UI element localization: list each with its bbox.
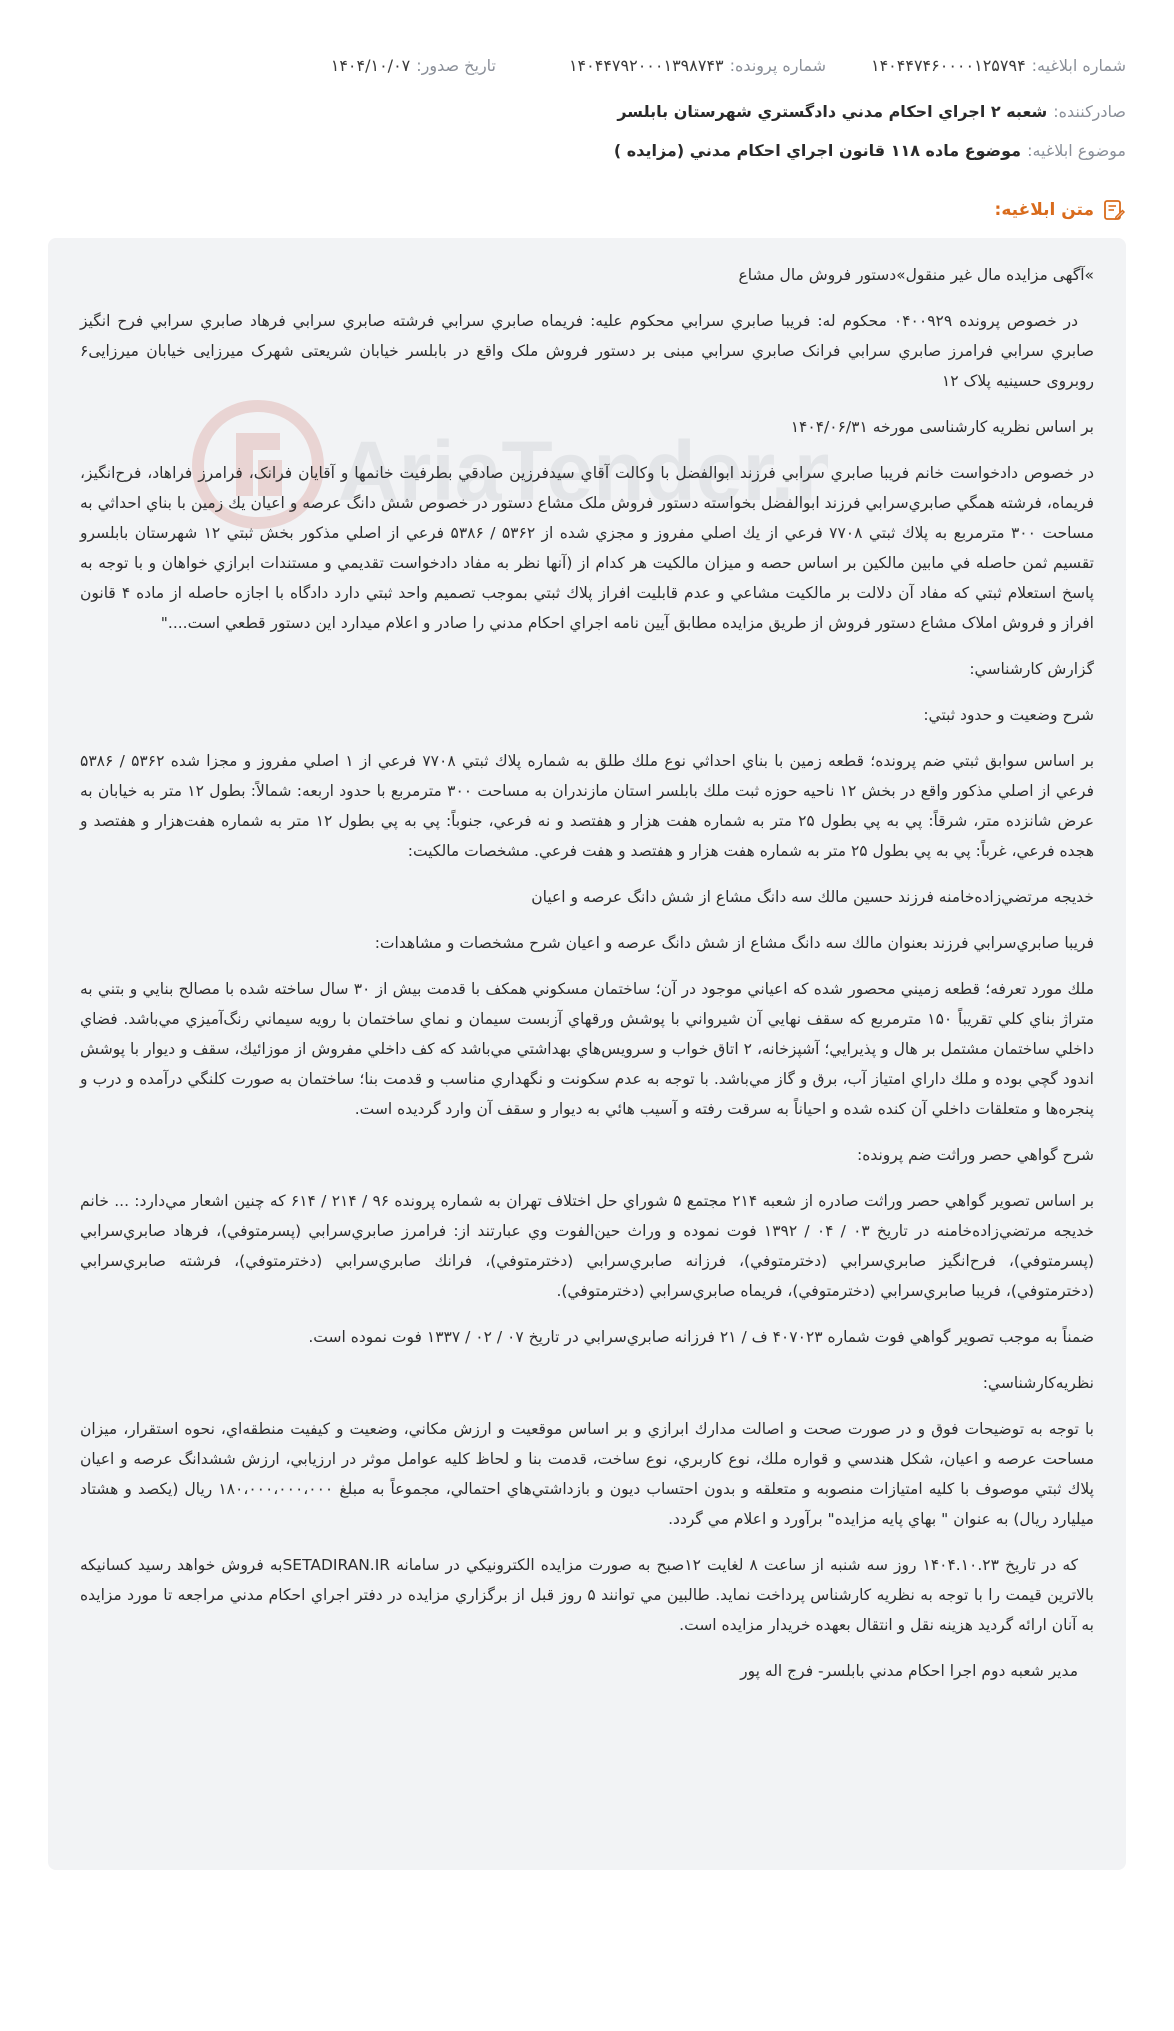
issue-date: ۱۴۰۴/۱۰/۰۷ (330, 56, 411, 75)
paragraph-owner-1: خديجه مرتضي‌زاده‌خامنه فرزند حسين مالك سه دانگ مشاع از شش دانگ عرصه و اعيان (531, 888, 1094, 906)
subject-label: موضوع ابلاغيه: (1027, 141, 1126, 160)
notice-number-group (826, 55, 1126, 77)
paragraph-expert-report-heading: گزارش کارشناسي: (969, 660, 1094, 678)
paragraph-expert-opinion: با توجه به توضيحات فوق و در صورت صحت و اصالت مدارك ابرازي و بر اساس موقعيت و ارزش مكاني، وضعيت و كيفيت منطقه‌اي، نحوه استقرار، ميزان مساحت عرصه و اعيان، شكل هندسي و قواره ملك، نوع كاربري، نوع ساخت، قدمت بنا و لحاظ كليه عوامل موثر در ارزيابي، ارزش ششدانگ عرصه و اعيان پلاك ثبتي موصوف با كليه امتيازات منصوبه و متعلقه و بدون احتساب ديون و بازداشتي‌هاي احتمالي، مجموعاً به مبلغ ۱۸۰،۰۰۰،۰۰۰،۰۰۰ ريال (يكصد و هشتاد ميليارد ريال) به عنوان " بهاي پايه مزايده" برآورد و اعلام مي گردد. (80, 1420, 1094, 1528)
notice-number-label: شماره ابلاغيه: (1031, 56, 1126, 75)
subject: موضوع ماده ۱۱۸ قانون اجراي احکام مدني (مزايده ) (613, 141, 1022, 160)
subject-row (48, 140, 1126, 162)
paragraph-property-description: ملك مورد تعرفه؛ قطعه زميني محصور شده كه اعياني موجود در آن؛ ساختمان مسكوني همكف با قدمت بيش از ۳۰ سال ساخته شده با مصالح بنايي و بتني به متراژ بناي كلي تقريباً ۱۵۰ مترمربع كه سقف نهايي آن شيرواني با پوشش ورقهاي آزبست سيمان و نماي ساختمان با رويه سيماني رنگ‌آميزي مي‌باشد. فضاي داخلي ساختمان مشتمل بر هال و پذيرايي؛ آشپزخانه، ۲ اتاق خواب و سرويس‌هاي بهداشتي مي‌باشد كه كف داخلي مفروش از موزائيك، سقف و ديوار با پوشش اندود گچي بوده و ملك داراي امتياز آب، برق و گاز مي‌باشد. با توجه به عدم سكونت و نگهداري مناسب و قدمت بنا؛ ساختمان به صورت كلنگي درآمده و درب و پنجره‌ها و متعلقات داخلي آن كنده شده و احياناً به سرقت رفته و آسيب هائي به ديوار و سقف آن وارد گرديده است. (80, 980, 1094, 1118)
issue-date-label: تاريخ صدور: (416, 56, 496, 75)
watermark-text: AriaTender.n (338, 424, 828, 518)
notice-text-title: متن ابلاغيه: (994, 200, 1094, 220)
note-edit-icon (1102, 198, 1126, 222)
paragraph-auction-details: كه در تاريخ ۱۴۰۴.۱۰.۲۳ روز سه شنبه از ساعت ۸ لغايت ۱۲صبح به صورت مزايده الكترونيكي در سامانه SETADIRAN.IRبه فروش خواهد رسيد كسانيكه بالاترين قيمت را با توجه به نظريه كارشناس پرداخت نمايد. طالبين مي توانند ۵ روز قبل از برگزاري مزايده در دفتر اجراي احكام مدني مراجعه تا مورد مزايده به آنان ارائه گرديد هزينه نقل و انتقال بعهده خريدار مزايده است. (80, 1556, 1094, 1634)
issuer: شعبه ۲ اجراي احکام مدني دادگستري شهرستان بابلسر (617, 102, 1048, 121)
paragraph-registry-heading: شرح وضعيت و حدود ثبتي: (923, 706, 1094, 724)
notice-content (80, 260, 1094, 1702)
case-number: ۱۴۰۴۴۷۹۲۰۰۰۱۳۹۸۷۴۳ (568, 56, 724, 75)
paragraph-title: »آگهی مزایده مال غیر منقول»دستور فروش مال مشاع (738, 266, 1094, 284)
paragraph-inheritance-heading: شرح گواهي حصر وراثت ضم پرونده: (857, 1146, 1094, 1164)
issue-date-group (331, 55, 496, 77)
issuer-label: صادرکننده: (1053, 102, 1126, 121)
paragraph-inheritance: بر اساس تصوير گواهي حصر وراثت صادره از شعبه ۲۱۴ مجتمع ۵ شوراي حل اختلاف تهران به شماره پرونده ۹۶ / ۲۱۴ / ۶۱۴ كه چنين اشعار مي‌دارد: ... خانم خديجه مرتضي‌زاده‌خامنه در تاريخ ۰۳ / ۰۴ / ۱۳۹۲ فوت نموده و وراث حين‌الفوت وي عبارتند از: فرامرز صابري‌سرابي (پسرمتوفي)، فرهاد صابري‌سرابي (پسرمتوفي)، فرح‌انگيز صابري‌سرابي (دخترمتوفي)، فرزانه صابري‌سرابي (دخترمتوفي)، فرانك صابري‌سرابي (دخترمتوفي)، فرشته صابري‌سرابي (دخترمتوفي)، فريبا صابري‌سرابي (دخترمتوفي)، فريماه صابري‌سرابي (دخترمتوفي). (80, 1192, 1095, 1300)
notice-body-box (48, 238, 1126, 1870)
paragraph-court-order: در خصوص دادخواست خانم فريبا صابري سرابي فرزند ابوالفضل با وکالت آقاي سيدفرزين صادقي بطرفيت خانمها و آقايان فرانک، فرامرز فراهاد، فرح‌انگيز، فريماه، فرشته همگي صابري‌سرابي فرزند ابوالفضل بخواسته دستور فروش ملک مشاع دستور در خصوص شش دانگ عرصه و اعيان يك زمين با بناي احداثي به مساحت ۳۰۰ مترمربع به پلاك ثبتي ۷۷۰۸ فرعي از يك اصلي مفروز و مجزي شده از ۵۳۶۲ / ۵۳۸۶ فرعي از اصلي مذكور بخش ثبتي ۱۲ شهرستان بابلسرو تقسيم ثمن حاصله في مابين مالكين بر اساس حصه و ميزان مالكيت هر كدام از (آنها نظر به مفاد دادخواست تقديمي و مستندات ابرازي خواهان و با توجه به پاسخ استعلام ثبتي كه مفاد آن دلالت بر مالكيت مشاعي و عدم قابليت افراز پلاك ثبتي بموجب تصميم واحد ثبتي دارد دادگاه با اجازه حاصله از ماده ۴ قانون افراز و فروش املاک مشاع دستور فروش از طريق مزايده مطابق آيين نامه اجراي احكام مدني را صادر و اعلام ميدارد اين دستور قطعي است...." (80, 464, 1095, 632)
notice-text-heading (995, 198, 1126, 222)
notice-number: ۱۴۰۴۴۷۴۶۰۰۰۰۱۲۵۷۹۴ (870, 56, 1026, 75)
paragraph-case: در خصوص پرونده ۰۴۰۰۹۲۹ محکوم له: فريبا صابري سرابي محکوم عليه: فريماه صابري سرابي فرشته صابري سرابي فرهاد صابري سرابي فرح انگيز صابري سرابي فرامرز صابري سرابي فرانک صابري سرابي مبنی بر دستور فروش ملک واقع در بابلسر خیابان شریعتی شهرک میرزایی خیابان میرزایی۶ روبروی حسینیه پلاک ۱۲ (80, 312, 1094, 390)
case-number-group (496, 55, 826, 77)
paragraph-expert-opinion-heading: نظريه‌كارشناسي: (982, 1374, 1094, 1392)
paragraph-signature: مدير شعبه دوم اجرا احكام مدني بابلسر- فرج اله پور (740, 1662, 1078, 1680)
header-meta-row (48, 55, 1126, 77)
paragraph-registry: بر اساس سوابق ثبتي ضم پرونده؛ قطعه زمين با بناي احداثي نوع ملك طلق به شماره پلاك ثبتي ۷۷۰۸ فرعي از ۱ اصلي مفروز و مجزا شده ۵۳۶۲ / ۵۳۸۶ فرعي از اصلي مذكور واقع در بخش ۱۲ ناحيه حوزه ثبت ملك بابلسر استان مازندران به مساحت ۳۰۰ مترمربع با حدود اربعه: شمالاً: بطول ۱۲ متر به خيابان به عرض شانزده متر، شرقاً: پي به پي بطول ۲۵ متر به شماره هفت هزار و هفتصد و نه فرعي، جنوباً: پي به پي بطول ۱۲ متر به شماره هفت‌هزار و هفتصد و هجده فرعي، غرباً: پي به پي بطول ۲۵ متر به شماره هفت هزار و هفتصد و هفت فرعي. مشخصات مالكيت: (80, 752, 1095, 860)
case-number-label: شماره پرونده: (729, 56, 826, 75)
paragraph-death-certificate: ضمناً به موجب تصوير گواهي فوت شماره ۴۰۷۰۲۳ ف / ۲۱ فرزانه صابري‌سرابي در تاريخ ۰۷ / ۰۲ / ۱۳۳۷ فوت نموده است. (308, 1328, 1094, 1346)
paragraph-owner-2: فريبا صابري‌سرابي فرزند بعنوان مالك سه دانگ مشاع از شش دانگ عرصه و اعيان شرح مشخصات و مشاهدات: (374, 934, 1094, 952)
issuer-row (48, 101, 1126, 123)
paragraph-expert-date: بر اساس نظریه کارشناسی مورخه ۱۴۰۴/۰۶/۳۱ (790, 418, 1094, 436)
